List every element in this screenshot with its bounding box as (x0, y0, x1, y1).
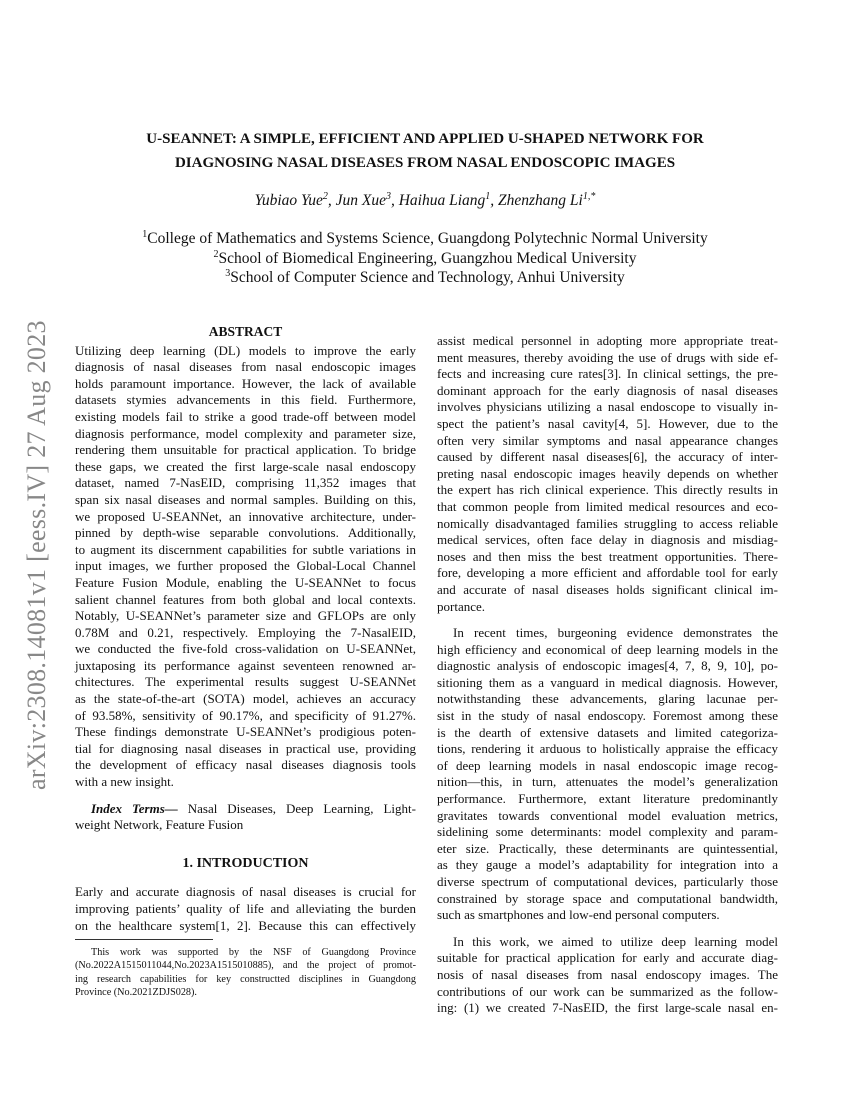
text-line: eter size. Practically, these determinants are quintessential, (437, 840, 778, 856)
index-terms-label: Index Terms— (91, 800, 178, 816)
text-line: as they gauge a model’s adaptability for integration into a (437, 857, 778, 873)
text-line: to augment its discernment capabilities for subtle variations in (75, 541, 416, 557)
text-line: span six nasal diseases and normal samples. Building on this, (75, 491, 416, 507)
text-line: with a new insight. (75, 774, 174, 790)
text-line: datasets stymies advancements in this field. Furthermore, (75, 392, 416, 408)
text-line: ing: (1) we created 7-NasEID, the first large-scale nasal en- (437, 1000, 778, 1016)
text-line: nomically disadvantaged families struggling to access reliable (437, 515, 778, 531)
text-line: tions, rendering it arduous to holistically appraise the efficacy (437, 741, 778, 757)
text-line: medical services, often face delay in diagnosis and misdiag- (437, 532, 778, 548)
text-line: as the state-of-the-art (SOTA) model, achieves an accuracy (75, 691, 416, 707)
text-line: of 93.58%, sensitivity of 90.17%, and specificity of 91.27%. (75, 707, 416, 723)
text-line: existing models fail to strike a good trade-off between model (75, 408, 416, 424)
index-terms-text: Nasal Diseases, Deep Learning, Light- (177, 800, 416, 816)
text-line: improving patients’ quality of life and alleviating the burden (75, 901, 416, 916)
text-line: suitable for practical application for early and accurate diag- (437, 950, 778, 966)
text-line: Province (No.2021ZDJS028). (75, 987, 197, 999)
abstract-body (75, 343, 416, 791)
text-line: of deep learning models in nasal endoscopic image recog- (437, 757, 778, 773)
text-line: the expert has rich clinical experience. This directly results in (437, 482, 778, 498)
text-line: fects and increasing cure rates[3]. In clinical settings, the pre- (437, 366, 778, 382)
footnote-rule (75, 939, 213, 940)
text-line: diagnosis performance, model complexity and parameter size, (75, 425, 416, 441)
text-line: the development of efficacy nasal diseases diagnosis tools (75, 757, 416, 773)
text-line: is the dearth of extensive datasets and limited categoriza- (437, 724, 778, 740)
author: Jun Xue$^3$, (335, 190, 399, 209)
text-line: pinned by depth-wise separable convolutions. Additionally, (75, 525, 416, 541)
text-line: holds paramount importance. However, the lack of available (75, 375, 416, 391)
text-line: dataset, named 7-NasEID, comprising 11,352 images that (75, 475, 416, 491)
title-line: U-SEANNET: A SIMPLE, EFFICIENT AND APPLIED U-SHAPED NETWORK FOR (146, 131, 704, 147)
introduction-paragraph (437, 934, 778, 1017)
index-terms-text: weight Network, Feature Fusion (75, 817, 244, 833)
text-line: diverse spectrum of computational devices, particularly those (437, 874, 778, 889)
text-line: on the healthcare system[1, 2]. Because this can effectively (75, 917, 416, 933)
text-line: This work was supported by the NSF of Guangdong Province (91, 947, 416, 959)
right-column (437, 333, 778, 1027)
abstract-heading: ABSTRACT (208, 324, 283, 339)
author: Zhenzhang $Li^{1,*}$ (498, 190, 596, 209)
text-line: nition—this, in turn, attenuates the model’s generalization (437, 774, 778, 790)
text-line: noses and then miss the best treatment opportunities. There- (437, 548, 778, 564)
text-line: 0.78M and 0.21, respectively. Employing the 7-NasalEID, (75, 624, 416, 640)
index-terms (75, 801, 416, 834)
arxiv-identifier-stamp: arXiv:2308.14081v1 [eess.IV] 27 Aug 2023 (22, 320, 51, 790)
text-line: we proposed U-SEANNet, an innovative architecture, under- (75, 508, 416, 524)
title-line: DIAGNOSING NASAL DISEASES FROM NASAL ENDOSCOPIC IMAGES (174, 155, 676, 171)
text-line: tial for diagnosing nasal diseases in practical use, providing (75, 740, 416, 756)
text-line: often very similar symptoms and nasal appearance changes (437, 432, 778, 448)
text-line: In recent times, burgeoning evidence demonstrates the (453, 625, 778, 641)
text-line: sitioning them as a vanguard in medical diagnosis. However, (437, 674, 778, 690)
text-line: assist medical personnel in adopting more appropriate treat- (437, 333, 778, 348)
text-line: (No.2022A1515011044,No.2023A1515010885), and the project of promot- (75, 960, 416, 972)
text-line: sidelining some determinants: model complexity and param- (437, 824, 778, 840)
text-line: these gaps, we created the first large-scale nasal endoscopy (75, 458, 416, 474)
text-line: In this work, we aimed to utilize deep learning model (453, 933, 778, 949)
text-line: we conducted the five-fold cross-validation on U-SEANNet, (75, 641, 416, 657)
text-line: These findings demonstrate U-SEANNet’s prodigious poten- (75, 724, 416, 740)
text-line: spect the patient’s nasal cavity[4, 5]. However, due to the (437, 415, 778, 431)
text-line: nosis of nasal diseases from nasal endoscopy images. The (437, 966, 778, 982)
left-column (75, 324, 416, 999)
text-line: such as smartphones and low-end personal computers. (437, 907, 720, 923)
text-line: Feature Fusion Module, enabling the U-SEANNet to focus (75, 574, 416, 590)
text-line: juxtaposing its performance against seventeen renowned ar- (75, 657, 416, 673)
text-line: diagnosis of nasal diseases from nasal endoscopic images (75, 359, 416, 375)
introduction-paragraph (75, 884, 416, 934)
text-line: Early and accurate diagnosis of nasal diseases is crucial for (75, 884, 416, 900)
text-line: contributions of our work can be summarized as the follow- (437, 983, 778, 999)
text-line: involves physicians utilizing a nasal endoscope to visually in- (437, 399, 778, 415)
text-line: preting nasal endoscopic images heavily depends on whether (437, 465, 778, 481)
affiliation: $^2$School of Biomedical Engineering, Guangzhou Medical University (213, 248, 637, 267)
introduction-paragraph (437, 333, 778, 615)
text-line: input images, we further proposed the Global-Local Channel (75, 558, 416, 574)
text-line: and accurate of nasal diseases holds significant clinical im- (437, 581, 778, 597)
text-line: portance. (437, 598, 486, 614)
author: Haihua Liang$^1$, (398, 190, 499, 209)
affiliation: $^1$College of Mathematics and Systems Science, Guangdong Polytechnic Normal University (142, 228, 708, 247)
text-line: ment measures, thereby avoiding the use of drugs with side ef- (437, 349, 778, 365)
section-heading-introduction: 1. INTRODUCTION (182, 855, 309, 871)
text-line: dominant approach for the early diagnosis of nasal diseases (437, 382, 778, 398)
text-line: constrained by storage space and computational bandwidth, (437, 890, 778, 906)
text-line: sist in the study of nasal endoscopy. Foremost among these (437, 708, 778, 724)
text-line: notwithstanding these advancements, glaring lacunae per- (437, 691, 778, 707)
author: Yubiao Yue$^2$, (254, 190, 336, 209)
introduction-paragraph (437, 625, 778, 924)
text-line: performance. Furthermore, extant literature predominantly (437, 791, 778, 807)
text-line: diagnostic analysis of endoscopic images[4, 7, 8, 9, 10], po- (437, 658, 778, 674)
text-line: caused by different nasal diseases[6], the accuracy of inter- (437, 449, 778, 465)
text-line: chitectures. The experimental results suggest U-SEANNet (75, 674, 416, 690)
affiliations (0, 229, 850, 288)
text-line: Notably, U-SEANNet’s parameter size and GFLOPs are only (75, 608, 416, 624)
text-line: high efficiency and economical of deep learning models in the (437, 641, 778, 657)
footnote (75, 946, 416, 999)
text-line: fore, developing a more efficient and affordable tool for early (437, 565, 778, 581)
text-line: that common people from limited medical resources and eco- (437, 498, 778, 514)
text-line: salient channel features from both global and local contexts. (75, 591, 416, 607)
text-line: Utilizing deep learning (DL) models to improve the early (75, 342, 416, 358)
text-line: ing research capabilities for key constructted disciplines in Guangdong (75, 973, 416, 985)
author-list (0, 192, 850, 210)
text-line: rendering them unsuitable for practical application. To bridge (75, 442, 416, 458)
affiliation: $^3$School of Computer Science and Technology, Anhui University (225, 267, 625, 286)
text-line: gravitates towards conventional model evaluation metrics, (437, 807, 778, 823)
paper-title (0, 127, 850, 175)
